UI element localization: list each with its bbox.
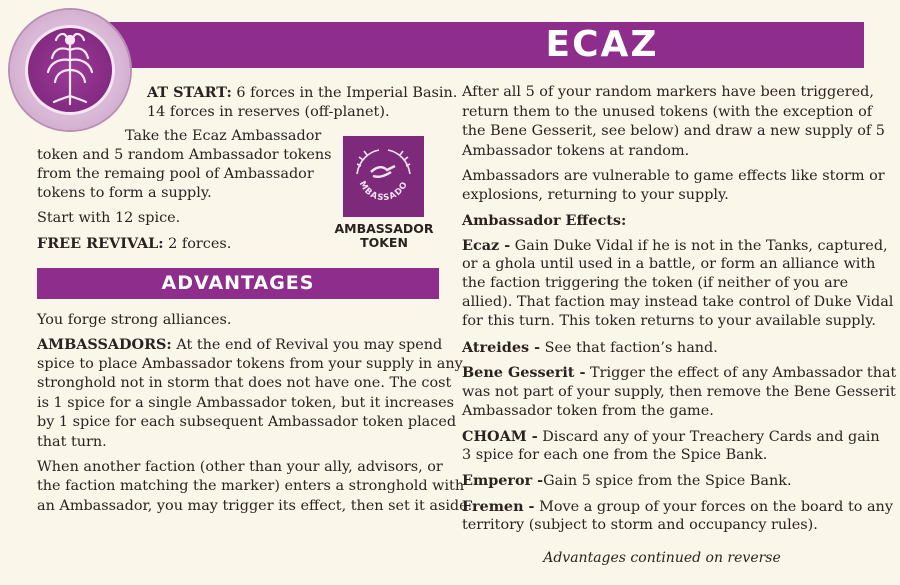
handshake-wreath-icon — [343, 136, 424, 217]
continued-note: Advantages continued on reverse — [543, 550, 781, 566]
reserves-text: 14 forces in reserves (off-planet). — [147, 104, 390, 120]
token-line-4: tokens to form a supply. — [37, 185, 212, 201]
fremen-effect-label: Fremen - — [462, 498, 535, 515]
ecaz-effect-line-3: the faction triggering the token (if neither of you are — [462, 275, 849, 291]
svg-text:AMBASSADOR: MBASSADO — [356, 179, 411, 204]
ecaz-effect-line-2: or a ghola until used in a battle, or form an alliance with — [462, 256, 876, 272]
starting-spice: Start with 12 spice. — [37, 210, 181, 226]
fremen-effect-line-2: territory (subject to storm and occupancy rules). — [462, 517, 818, 533]
emperor-effect-label: Emperor - — [462, 472, 544, 489]
ecaz-tree-emblem-icon — [10, 10, 130, 130]
token-caption: AMBASSADOR TOKEN — [334, 221, 434, 250]
free-revival-label: FREE REVIVAL: — [37, 235, 164, 252]
ambassadors-line-3: stronghold not in storm that does not have one. The cost — [37, 375, 452, 391]
ecaz-effect-line-5: for this turn. This token returns to your available supply. — [462, 313, 876, 329]
choam-effect-line-1: CHOAM - Discard any of your Treachery Cards and gain — [462, 428, 880, 445]
atreides-effect: Atreides - See that faction’s hand. — [462, 339, 718, 356]
choam-effect-line-2: 3 spice for each one from the Spice Bank. — [462, 447, 768, 463]
advantages-heading-bar — [37, 268, 439, 299]
after-line-4: Ambassador tokens at random. — [462, 143, 690, 159]
token-intro: Take the Ecaz Ambassador — [125, 128, 322, 144]
trigger-line-1: When another faction (other than your ally, advisors, or — [37, 459, 443, 475]
alliances-text: You forge strong alliances. — [37, 312, 232, 328]
vulnerable-line-1: Ambassadors are vulnerable to game effects like storm or — [462, 168, 885, 184]
ambassadors-line-2: spice to place Ambassador tokens from your supply in any — [37, 356, 463, 372]
ecaz-effect-line-1: Ecaz - Gain Duke Vidal if he is not in the Tanks, captured, — [462, 237, 888, 254]
bene-gesserit-effect-line-2: was not part of your supply, then remove the Bene Gesserit — [462, 384, 896, 400]
ambassadors-line-4: is 1 spice for a single Ambassador token, but it increases — [37, 395, 454, 411]
ambassadors-line-5: by 1 spice for each subsequent Ambassador token placed — [37, 414, 457, 430]
free-revival: FREE REVIVAL: 2 forces. — [37, 235, 232, 252]
after-line-1: After all 5 of your random markers have been triggered, — [462, 84, 874, 100]
at-start-label: AT START: — [147, 84, 232, 101]
ambassadors-line-6: that turn. — [37, 434, 107, 450]
bene-gesserit-effect-line-3: Ambassador token from the game. — [462, 403, 714, 419]
ecaz-effect-label: Ecaz - — [462, 237, 511, 254]
ambassadors-label: AMBASSADORS: — [37, 336, 172, 353]
atreides-effect-label: Atreides - — [462, 339, 541, 356]
title-bar — [92, 22, 864, 68]
advantages-heading: ADVANTAGES — [161, 272, 315, 294]
after-line-2: return them to the unused tokens (with the exception of — [462, 104, 873, 120]
ecaz-effect-line-4: allied). That faction may instead take control of Duke Vidal — [462, 294, 894, 310]
fremen-effect-line-1: Fremen - Move a group of your forces on the board to any — [462, 498, 893, 515]
trigger-line-3: an Ambassador, you may trigger its effect, then set it aside. — [37, 498, 473, 514]
bene-gesserit-effect-line-1: Bene Gesserit - Trigger the effect of any Ambassador that — [462, 364, 897, 381]
token-line-3: from the remaing pool of Ambassador — [37, 166, 314, 182]
vulnerable-line-2: explosions, returning to your supply. — [462, 187, 729, 203]
page-title: ECAZ — [545, 24, 659, 65]
bene-gesserit-effect-label: Bene Gesserit - — [462, 364, 586, 381]
token-line-2: token and 5 random Ambassador tokens — [37, 147, 332, 163]
emperor-effect: Emperor -Gain 5 spice from the Spice Bank. — [462, 472, 792, 489]
ambassadors-line-1: AMBASSADORS: At the end of Revival you may spend — [37, 336, 443, 353]
after-line-3: the Bene Gesserit, see below) and draw a new supply of 5 — [462, 123, 885, 139]
choam-effect-label: CHOAM - — [462, 428, 538, 445]
at-start-text: AT START: 6 forces in the Imperial Basin. — [147, 84, 458, 101]
trigger-line-2: the faction matching the marker) enters a stronghold with — [37, 478, 465, 494]
effects-heading: Ambassador Effects: — [462, 212, 627, 229]
